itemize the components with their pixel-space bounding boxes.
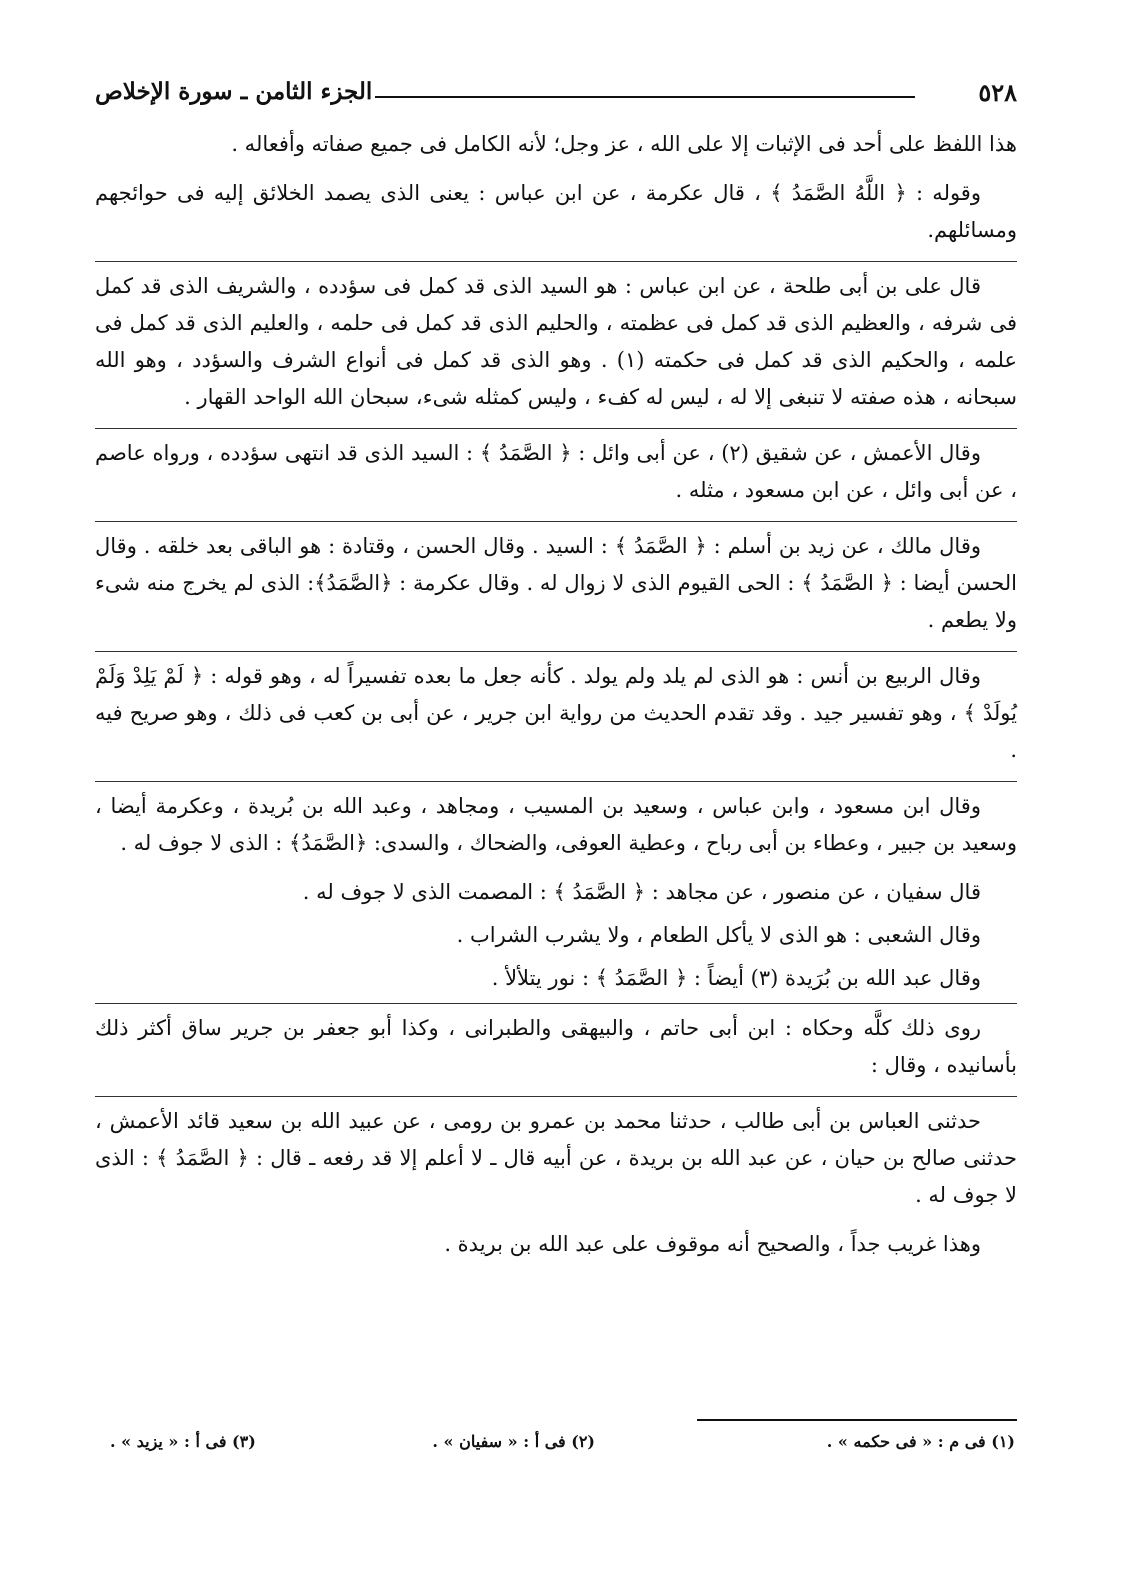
paragraph: وهذا غريب جداً ، والصحيح أنه موقوف على عبد الله بن بريدة .	[444, 1232, 981, 1256]
page-header	[95, 78, 1017, 118]
paragraph: وقوله : ﴿ اللَّهُ الصَّمَدُ ﴾ ، قال عكرمة ، عن ابن عباس : يعنى الذى يصمد الخلائق إليه فى حوائجهم ومسائلهم.	[95, 181, 1017, 242]
running-title: الجزء الثامن ـ سورة الإخلاص	[95, 78, 373, 105]
footnote-rule	[697, 1419, 1017, 1421]
paragraph: قال على بن أبى طلحة ، عن ابن عباس : هو السيد الذى قد كمل فى سؤدده ، والشريف الذى قد كمل فى شرفه ، والعظيم الذى قد كمل فى عظمته ، والحليم الذى قد كمل فى حلمه ، والعليم الذى قد كمل فى علمه ، والحكيم الذى قد كمل فى حكمته (١) . وهو الذى قد كمل فى أنواع الشرف والسؤدد ، وهو الله سبحانه ، هذه صفته لا تنبغى إلا له ، ليس له كفء ، وليس كمثله شىء، سبحان الله الواحد القهار .	[95, 261, 1017, 416]
paragraph: وقال الربيع بن أنس : هو الذى لم يلد ولم يولد . كأنه جعل ما بعده تفسيراً له ، وهو قوله : ﴿ لَمْ يَلِدْ وَلَمْ يُولَدْ ﴾ ، وهو تفسير جيد . وقد تقدم الحديث من رواية ابن جرير ، عن أبى بن كعب فى ذلك ، وهو صريح فيه .	[95, 651, 1017, 769]
main-text	[95, 126, 1017, 1275]
paragraph: وقال الشعبى : هو الذى لا يأكل الطعام ، ولا يشرب الشراب .	[456, 923, 981, 947]
paragraph: وقال عبد الله بن بُرَيدة (٣) أيضاً : ﴿ الصَّمَدُ ﴾ : نور يتلألأ .	[491, 966, 981, 990]
paragraph: وقال مالك ، عن زيد بن أسلم : ﴿ الصَّمَدُ ﴾ : السيد . وقال الحسن ، وقتادة : هو الباقى بعد خلقه . وقال الحسن أيضا : ﴿ الصَّمَدُ ﴾ : الحى القيوم الذى لا زوال له . وقال عكرمة : ﴿الصَّمَدُ﴾: الذى لم يخرج منه شىء ولا يطعم .	[95, 521, 1017, 639]
footnotes	[110, 1432, 1015, 1456]
paragraph: هذا اللفظ على أحد فى الإثبات إلا على الله ، عز وجل؛ لأنه الكامل فى جميع صفاته وأفعاله .	[231, 132, 1017, 156]
paragraph: وقال الأعمش ، عن شقيق (٢) ، عن أبى وائل : ﴿ الصَّمَدُ ﴾ : السيد الذى قد انتهى سؤدده ، ورواه عاصم ، عن أبى وائل ، عن ابن مسعود ، مثله .	[95, 428, 1017, 509]
footnote-1: (١) فى م : « فى حكمه » .	[826, 1432, 1015, 1451]
paragraph: وقال ابن مسعود ، وابن عباس ، وسعيد بن المسيب ، ومجاهد ، وعبد الله بن بُريدة ، وعكرمة أيضا ، وسعيد بن جبير ، وعطاء بن أبى رباح ، وعطية العوفى، والضحاك ، والسدى: ﴿الصَّمَدُ﴾ : الذى لا جوف له .	[95, 781, 1017, 862]
footnote-3: (٣) فى أ : « يزيد » .	[110, 1432, 256, 1451]
paragraph: قال سفيان ، عن منصور ، عن مجاهد : ﴿ الصَّمَدُ ﴾ : المصمت الذى لا جوف له .	[302, 880, 981, 904]
paragraph: حدثنى العباس بن أبى طالب ، حدثنا محمد بن عمرو بن رومى ، عن عبيد الله بن سعيد قائد الأعمش ، حدثنى صالح بن حيان ، عن عبد الله بن بريدة ، عن أبيه قال ـ لا أعلم إلا قد رفعه ـ قال : ﴿ الصَّمَدُ ﴾ : الذى لا جوف له .	[95, 1096, 1017, 1214]
header-rule	[375, 96, 915, 98]
footnote-2: (٢) فى أ : « سفيان » .	[432, 1432, 595, 1451]
paragraph: روى ذلك كلَّه وحكاه : ابن أبى حاتم ، والبيهقى والطبرانى ، وكذا أبو جعفر بن جرير ساق أكثر ذلك بأسانيده ، وقال :	[95, 1003, 1017, 1084]
page-number: ٥٢٨	[978, 78, 1017, 107]
